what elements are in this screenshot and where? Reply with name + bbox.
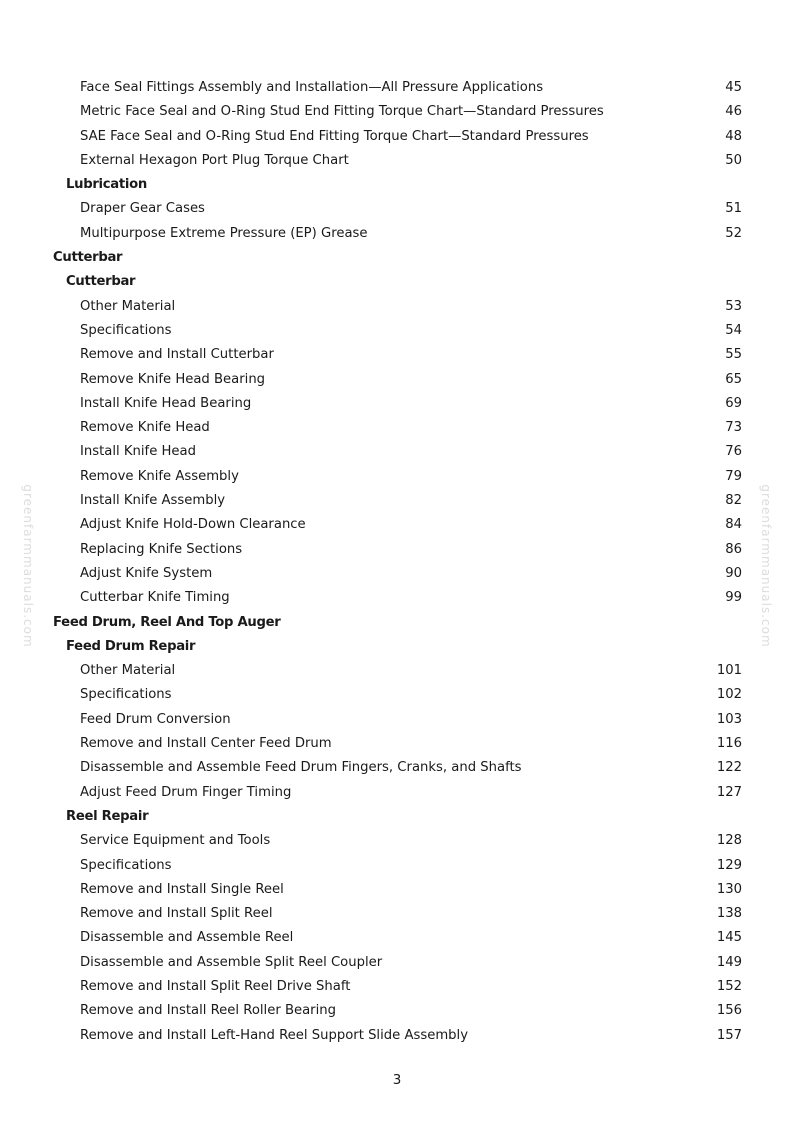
toc-entry[interactable]	[0, 343, 794, 367]
toc-entry-title: Feed Drum Repair	[66, 638, 196, 654]
toc-entry[interactable]	[0, 902, 794, 926]
toc-entry-title: Remove Knife Head	[80, 420, 210, 436]
toc-entry-title: Multipurpose Extreme Pressure (EP) Grease	[80, 225, 368, 241]
toc-entry-title: Specifications	[80, 322, 172, 338]
toc-entry-title: Remove and Install Single Reel	[80, 881, 284, 897]
toc-entry-page: 90	[725, 565, 742, 581]
toc-entry[interactable]	[0, 125, 794, 149]
toc-entry[interactable]	[0, 926, 794, 950]
toc-entry-title: Specifications	[80, 857, 172, 873]
toc-entry-title: Install Knife Assembly	[80, 493, 226, 509]
toc-entry[interactable]	[0, 222, 794, 246]
toc-entry-title: Remove and Install Center Feed Drum	[80, 736, 332, 752]
toc-entry-page: 69	[725, 395, 742, 411]
toc-entry-title: Other Material	[80, 663, 176, 679]
toc-entry-page: 138	[716, 906, 742, 922]
toc-entry-page: 54	[725, 322, 742, 338]
toc-entry-page: 50	[725, 152, 742, 168]
toc-entry-title: Feed Drum, Reel And Top Auger	[53, 614, 281, 630]
toc-entry-page: 102	[716, 687, 742, 703]
toc-entry[interactable]	[0, 368, 794, 392]
toc-section-heading	[0, 611, 794, 635]
toc-entry-title: Disassemble and Assemble Split Reel Coupler	[80, 954, 383, 970]
toc-entry-page: 65	[725, 371, 742, 387]
toc-entry-title: Reel Repair	[66, 808, 149, 824]
toc-entry-page: 51	[725, 201, 742, 217]
toc-entry[interactable]	[0, 392, 794, 416]
watermark-left: greenfarmmanuals.com	[21, 484, 35, 648]
toc-entry-title: Cutterbar Knife Timing	[80, 590, 230, 606]
toc-entry-page: 45	[725, 80, 742, 95]
toc-entry[interactable]	[0, 708, 794, 732]
toc-entry-title: Adjust Feed Drum Finger Timing	[80, 784, 292, 800]
toc-entry-title: Metric Face Seal and O-Ring Stud End Fitting Torque Chart—Standard Pressures	[80, 104, 604, 120]
toc-entry-page: 129	[716, 857, 742, 873]
toc-entry-page: 128	[716, 833, 742, 849]
toc-entry-page: 156	[716, 1003, 742, 1019]
toc-entry[interactable]	[0, 100, 794, 124]
toc-entry-page: 101	[716, 663, 742, 679]
toc-entry-page: 53	[725, 298, 742, 314]
toc-entry[interactable]	[0, 197, 794, 221]
toc-entry[interactable]	[0, 149, 794, 173]
toc-entry-page: 73	[725, 420, 742, 436]
toc-entry-page: 52	[725, 225, 742, 241]
toc-entry-title: Cutterbar	[53, 250, 123, 266]
toc-entry-title: Remove Knife Assembly	[80, 468, 239, 484]
toc-entry-title: Install Knife Head Bearing	[80, 395, 252, 411]
toc-entry-page: 127	[716, 784, 742, 800]
toc-entry-page: 79	[725, 468, 742, 484]
toc-entry[interactable]	[0, 659, 794, 683]
toc-entry-page: 130	[716, 881, 742, 897]
toc-entry-title: Lubrication	[66, 177, 147, 193]
toc-entry-title: Other Material	[80, 298, 176, 314]
toc-entry-page: 55	[725, 347, 742, 363]
page-number: 3	[392, 1072, 402, 1088]
toc-entry[interactable]	[0, 878, 794, 902]
toc-entry[interactable]	[0, 999, 794, 1023]
toc-entry[interactable]	[0, 440, 794, 464]
table-of-contents	[0, 76, 794, 1048]
toc-entry-title: Adjust Knife System	[80, 565, 213, 581]
toc-entry-page: 149	[716, 954, 742, 970]
toc-entry-page: 76	[725, 444, 742, 460]
toc-entry-title: Cutterbar	[66, 274, 136, 290]
toc-entry-page: 82	[725, 493, 742, 509]
toc-entry-page: 145	[716, 930, 742, 946]
toc-entry-page: 157	[716, 1027, 742, 1043]
toc-entry[interactable]	[0, 416, 794, 440]
toc-entry[interactable]	[0, 465, 794, 489]
toc-entry-title: Remove and Install Left-Hand Reel Support Slide Assembly	[80, 1027, 468, 1043]
toc-entry[interactable]	[0, 683, 794, 707]
toc-entry-title: Disassemble and Assemble Reel	[80, 930, 294, 946]
toc-entry[interactable]	[0, 76, 794, 100]
toc-entry-title: Draper Gear Cases	[80, 201, 205, 217]
toc-entry-page: 84	[725, 517, 742, 533]
watermark-right: greenfarmmanuals.com	[759, 484, 773, 648]
toc-entry-title: SAE Face Seal and O-Ring Stud End Fitting Torque Chart—Standard Pressures	[80, 128, 589, 144]
toc-entry-title: Remove Knife Head Bearing	[80, 371, 266, 387]
toc-entry-title: Remove and Install Reel Roller Bearing	[80, 1003, 337, 1019]
toc-entry-page: 122	[716, 760, 742, 776]
toc-entry[interactable]	[0, 756, 794, 780]
toc-entry-page: 152	[716, 978, 742, 994]
toc-entry-page: 99	[725, 590, 742, 606]
toc-entry-title: Remove and Install Split Reel	[80, 906, 273, 922]
toc-entry-title: Face Seal Fittings Assembly and Installation—All Pressure Applications	[80, 80, 544, 95]
toc-subsection-heading	[0, 635, 794, 659]
toc-entry-page: 103	[716, 711, 742, 727]
toc-entry[interactable]	[0, 829, 794, 853]
toc-entry[interactable]	[0, 562, 794, 586]
toc-entry[interactable]	[0, 295, 794, 319]
toc-subsection-heading	[0, 270, 794, 294]
toc-entry-title: Adjust Knife Hold-Down Clearance	[80, 517, 306, 533]
toc-entry[interactable]	[0, 781, 794, 805]
toc-subsection-heading	[0, 173, 794, 197]
toc-entry-title: Install Knife Head	[80, 444, 196, 460]
toc-entry-title: Service Equipment and Tools	[80, 833, 271, 849]
toc-section-heading	[0, 246, 794, 270]
toc-entry[interactable]	[0, 1024, 794, 1048]
toc-entry[interactable]	[0, 319, 794, 343]
toc-subsection-heading	[0, 805, 794, 829]
toc-entry-page: 46	[725, 104, 742, 120]
toc-entry-title: Remove and Install Split Reel Drive Shaft	[80, 978, 351, 994]
toc-entry[interactable]	[0, 586, 794, 610]
toc-entry-title: Replacing Knife Sections	[80, 541, 243, 557]
toc-entry-title: Disassemble and Assemble Feed Drum Fingers, Cranks, and Shafts	[80, 760, 522, 776]
toc-entry-title: Remove and Install Cutterbar	[80, 347, 274, 363]
toc-entry[interactable]	[0, 513, 794, 537]
toc-entry[interactable]	[0, 732, 794, 756]
toc-entry[interactable]	[0, 538, 794, 562]
toc-entry-page: 86	[725, 541, 742, 557]
toc-entry[interactable]	[0, 854, 794, 878]
toc-entry[interactable]	[0, 975, 794, 999]
toc-entry-title: Feed Drum Conversion	[80, 711, 231, 727]
toc-entry-page: 48	[725, 128, 742, 144]
toc-entry-title: External Hexagon Port Plug Torque Chart	[80, 152, 349, 168]
toc-entry-title: Specifications	[80, 687, 172, 703]
toc-entry[interactable]	[0, 951, 794, 975]
toc-entry-page: 116	[716, 736, 742, 752]
toc-entry[interactable]	[0, 489, 794, 513]
